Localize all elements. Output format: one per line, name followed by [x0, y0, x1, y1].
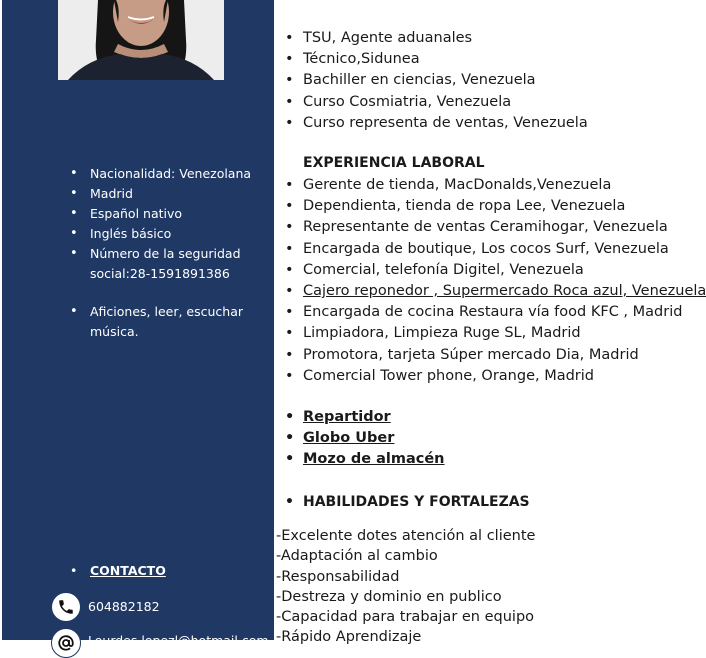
list-item: • Aficiones, leer, escuchar música.	[2, 302, 250, 341]
list-item: -Excelente dotes atención al cliente	[276, 528, 536, 544]
list-item: • Encargada de boutique, Los cocos Surf, Venezuela	[274, 239, 674, 260]
skills-heading-list	[274, 492, 674, 513]
list-item: -Adaptación al cambio	[276, 548, 438, 565]
list-item: • Dependienta, tienda de ropa Lee, Venezuela	[274, 196, 674, 217]
email-address: Lourdes.lopezl@hotmail.com	[88, 633, 269, 648]
list-item: • TSU, Agente aduanales	[274, 28, 674, 49]
phone-icon	[51, 592, 81, 622]
list-item: -Responsabilidad	[276, 568, 400, 585]
list-item: • Curso Cosmiatria, Venezuela	[274, 92, 674, 113]
list-item: • Representante de ventas Ceramihogar, Venezuela	[274, 217, 674, 238]
jobs-list	[274, 407, 674, 471]
contact-heading	[2, 562, 274, 580]
phone-number: 604882182	[88, 599, 160, 614]
experience-list	[274, 175, 706, 387]
list-item: • Bachiller en ciencias, Venezuela	[274, 70, 674, 91]
list-item: • Número de la seguridad social:28-1591891386	[2, 244, 250, 283]
list-item: • Gerente de tienda, MacDonalds,Venezuela	[274, 175, 674, 196]
list-item: • Comercial Tower phone, Orange, Madrid	[274, 366, 674, 387]
list-item: • Técnico,Sidunea	[274, 49, 674, 70]
list-item: • Limpiadora, Limpieza Ruge SL, Madrid	[274, 323, 674, 344]
list-item: • Encargada de cocina Restaura vía food KFC , Madrid	[274, 302, 674, 323]
experience-heading: EXPERIENCIA LABORAL	[303, 155, 485, 171]
list-item: • Comercial, telefonía Digitel, Venezuela	[274, 260, 674, 281]
list-item: • Promotora, tarjeta Súper mercado Dia, Madrid	[274, 345, 674, 366]
list-item: • Nacionalidad: Venezolana	[2, 164, 274, 184]
main-content	[274, 0, 706, 646]
at-sign-icon	[51, 628, 81, 658]
sidebar	[2, 0, 274, 648]
list-item: -Destreza y dominio en publico	[276, 588, 502, 605]
list-item: -Capacidad para trabajar en equipo	[276, 609, 535, 626]
skills-heading: • HABILIDADES Y FORTALEZAS	[274, 492, 674, 513]
profile-photo	[58, 0, 224, 80]
list-item: • Globo Uber	[274, 428, 674, 449]
list-item: • Repartidor	[274, 407, 674, 428]
skills-list	[276, 526, 535, 648]
list-item: • Curso representa de ventas, Venezuela	[274, 113, 674, 134]
list-item: -Rápido Aprendizaje	[276, 629, 422, 646]
personal-info-list	[2, 164, 274, 283]
list-item: • Mozo de almacén	[274, 449, 674, 470]
list-item: • Inglés básico	[2, 224, 274, 244]
education-list	[274, 28, 674, 134]
hobbies-list	[2, 302, 274, 341]
contact-heading-label: • CONTACTO	[2, 562, 274, 580]
list-item: • Madrid	[2, 184, 274, 204]
list-item: • Cajero reponedor , Supermercado Roca azul, Venezuela	[274, 281, 674, 302]
list-item: • Español nativo	[2, 204, 274, 224]
